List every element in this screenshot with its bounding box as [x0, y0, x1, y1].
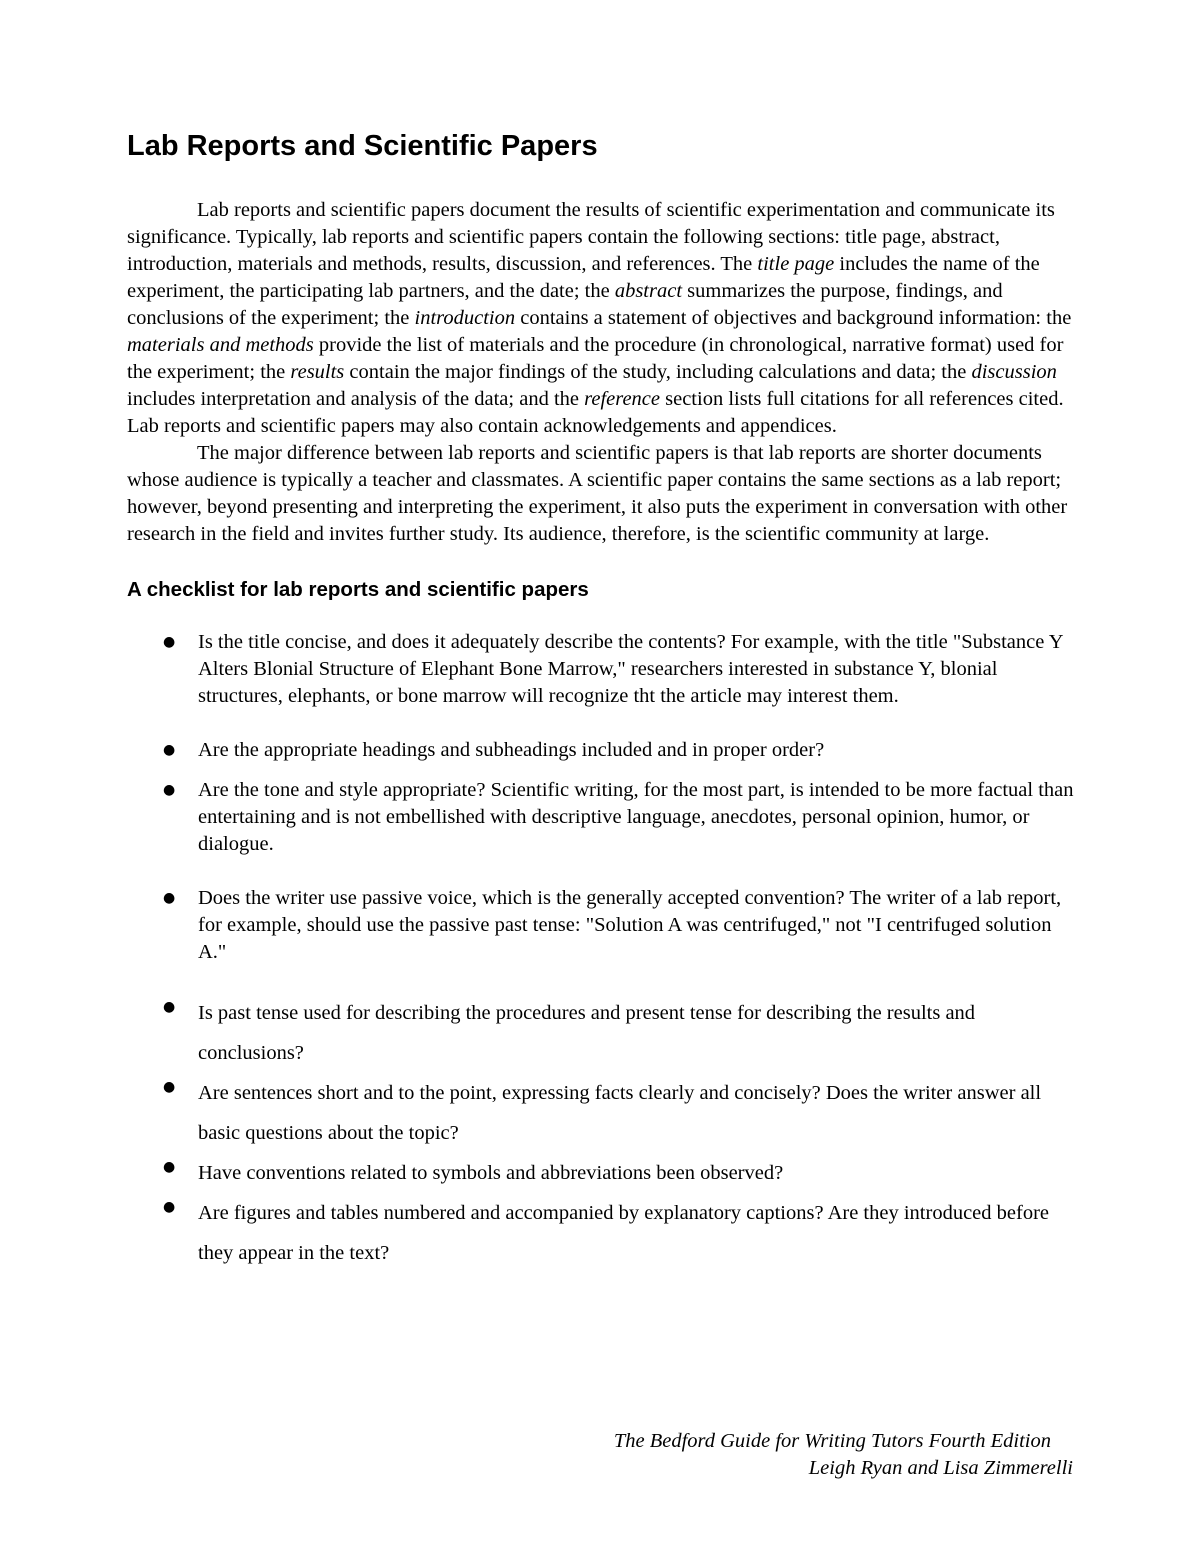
- term-introduction: introduction: [414, 307, 516, 329]
- checklist-item-text: Are the appropriate headings and subheadings included and in proper order?: [198, 739, 825, 761]
- term-abstract: abstract: [614, 280, 683, 302]
- checklist-item-text: Have conventions related to symbols and abbreviations been observed?: [198, 1162, 784, 1184]
- checklist-item-sentences: [127, 1073, 1075, 1153]
- bullet-icon: ●: [163, 1159, 176, 1175]
- checklist-item-text: Is the title concise, and does it adequately describe the contents? For example, with the title "Substance Y Alters Blonial Structure of Elephant Bone Marrow," researchers interested in substance Y, blonial structures, elephants, or bone marrow will recognize tht the article may interest them.: [198, 631, 1063, 707]
- checklist-item-tone: [127, 777, 1075, 858]
- checklist-item-symbols: [127, 1153, 1075, 1193]
- bullet-icon: ●: [163, 742, 176, 758]
- intro-paragraph-1: [127, 197, 1075, 440]
- intro-text-6: contain the major findings of the study, including calculations and data; the: [344, 361, 972, 383]
- citation-book: The Bedford Guide for Writing Tutors Fourth Edition: [613, 1430, 1051, 1452]
- intro-paragraph-2: The major difference between lab reports and scientific papers is that lab reports are shorter documents whose audience is typically a teacher and classmates. A scientific paper contains the same sections as a lab report; however, beyond presenting and interpreting the experiment, it also puts the experiment in conversation with other research in the field and invites further study. Its audience, therefore, is the scientific community at large.: [127, 442, 1068, 545]
- checklist-item-text: Is past tense used for describing the procedures and present tense for describing the results and conclusions?: [198, 1002, 976, 1064]
- checklist-heading: A checklist for lab reports and scientific papers: [127, 578, 589, 601]
- checklist: [127, 629, 1075, 1273]
- document-page: [127, 128, 1075, 1273]
- term-results: results: [290, 361, 345, 383]
- checklist-item-passive-voice: [127, 885, 1075, 966]
- intro-text-2: includes the name of the experiment, the participating lab partners, and the date; the: [127, 253, 1040, 302]
- checklist-item-text: Are figures and tables numbered and accompanied by explanatory captions? Are they introduced before they appear in the text?: [198, 1202, 1049, 1264]
- intro-text-4: contains a statement of objectives and background information: the: [515, 307, 1072, 329]
- checklist-item-figures: [127, 1193, 1075, 1273]
- intro-text-7: includes interpretation and analysis of the data; and the: [127, 388, 585, 410]
- intro-text-5: provide the list of materials and the procedure (in chronological, narrative format) used for the experiment; the: [127, 334, 1064, 383]
- term-discussion: discussion: [971, 361, 1057, 383]
- bullet-icon: ●: [163, 1079, 176, 1095]
- intro-text-1: Lab reports and scientific papers document the results of scientific experimentation and communicate its significance. Typically, lab reports and scientific papers contain the following sections: title page, abstract, introduction, materials and methods, results, discussion, and references. The: [127, 199, 1055, 275]
- citation-authors: Leigh Ryan and Lisa Zimmerelli: [808, 1457, 1073, 1479]
- term-title-page: title page: [757, 253, 835, 275]
- bullet-icon: ●: [163, 1199, 176, 1215]
- checklist-item-text: Are the tone and style appropriate? Scientific writing, for the most part, is intended to be more factual than entertaining and is not embellished with descriptive language, anecdotes, personal opinion, humor, or dialogue.: [198, 779, 1074, 855]
- bullet-icon: ●: [163, 634, 176, 650]
- checklist-item-text: Are sentences short and to the point, expressing facts clearly and concisely? Does the writer answer all basic questions about the topic?: [198, 1082, 1042, 1144]
- checklist-item-title: [127, 629, 1075, 710]
- intro-text-8: section lists full citations for all references cited. Lab reports and scientific papers may also contain acknowledgements and appendices.: [127, 388, 1064, 437]
- term-materials-and-methods: materials and methods: [127, 334, 314, 356]
- source-citation: [614, 1428, 1073, 1482]
- bullet-icon: ●: [163, 782, 176, 798]
- intro-text-3: summarizes the purpose, findings, and conclusions of the experiment; the: [127, 280, 1003, 329]
- page-title: Lab Reports and Scientific Papers: [127, 130, 598, 162]
- term-reference: reference: [584, 388, 660, 410]
- checklist-item-headings: [127, 737, 1075, 764]
- bullet-icon: ●: [163, 999, 176, 1015]
- checklist-item-text: Does the writer use passive voice, which is the generally accepted convention? The writer of a lab report, for example, should use the passive past tense: "Solution A was centrifuged," not "I centrifuged solution A.": [198, 887, 1062, 963]
- bullet-icon: ●: [163, 890, 176, 906]
- checklist-item-tense: [127, 993, 1075, 1073]
